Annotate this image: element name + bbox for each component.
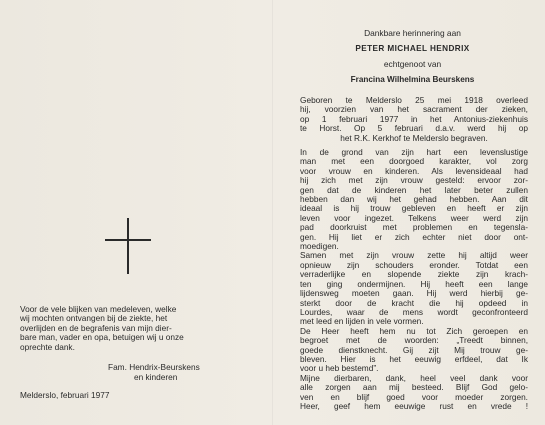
- text-line: gen dat de kinderen het later beter zullen: [300, 184, 528, 195]
- message-line: Voor de vele blijken van medeleven, welke: [20, 304, 177, 314]
- text-line: Mijne dierbaren, dank, heel veel dank voor: [300, 372, 528, 383]
- text-line: gen. Hij liet er zich echter niet door ont-: [300, 231, 528, 242]
- cross-vertical-bar: [127, 218, 129, 274]
- bio-line: op 1 februari 1977 in het Antonius-ziekenhuis: [300, 113, 528, 124]
- card-fold: [272, 0, 273, 425]
- text-line: bleven. Hier is het eeuwig erfdeel, dat Ik: [300, 353, 528, 364]
- memorial-text: [300, 148, 528, 411]
- text-line: lijdensweg moeten gaan. Hij werd hierbij ge-: [300, 288, 528, 299]
- bio-line: hij, voorzien van het sacrament der zieken,: [300, 104, 528, 115]
- text-line: man met een doorgoed karakter, vol zorg: [300, 156, 528, 167]
- deceased-name: PETER MICHAEL HENDRIX: [355, 44, 470, 53]
- text-line: met leed en lijden in vele vormen.: [300, 316, 424, 327]
- text-line: ideaal is hij trouw gebleven en heeft er zijn: [300, 203, 528, 214]
- text-line: pad doorkruist met problemen en tegensla-: [300, 222, 528, 233]
- signature-line-family: Fam. Hendrix-Beurskens: [108, 362, 200, 372]
- text-line: voor u heb bestemd”.: [300, 363, 379, 374]
- signature-line-children: en kinderen: [134, 372, 178, 383]
- text-line: In de grond van zijn hart een levenslustige: [300, 147, 528, 157]
- message-line: wij mochten ontvangen bij de ziekte, het: [20, 313, 168, 324]
- text-line: moedigen.: [300, 241, 339, 252]
- text-line: sterkt door de kracht die hij opdeed in: [300, 297, 528, 308]
- text-line: hij zich met zijn vrouw gesteld: ervoor zor-: [300, 175, 528, 186]
- message-line: overlijden en de begrafenis van mijn dier-: [20, 322, 172, 333]
- text-line: De Heer heeft hem nu tot Zich geroepen en: [300, 325, 528, 336]
- bio-line: het R.K. Kerkhof te Melderslo begraven.: [340, 132, 488, 143]
- text-line: verraderlijke en slopende ziekte zijn krach-: [300, 269, 528, 280]
- bio-line: te Horst. Op 5 februari d.a.v. werd hij op: [300, 123, 528, 134]
- text-line: goede dienstknecht. Gij zijt Mij trouw ge-: [300, 344, 528, 355]
- message-line: oprechte dank.: [20, 341, 75, 352]
- spouse-intro: echtgenoot van: [383, 59, 442, 69]
- intro-heading: Dankbare herinnering aan: [364, 28, 461, 38]
- cross-icon: [105, 218, 151, 274]
- text-line: alle zorgen aan mij besteed. Blijf God gelo-: [300, 382, 528, 393]
- text-line: leven voor ingezet. Telkens weer werd zijn: [300, 212, 528, 223]
- thank-you-message: [20, 305, 268, 352]
- family-signature: [108, 362, 200, 383]
- text-line: Samen met zijn vrouw zette hij altijd weer: [300, 250, 528, 261]
- bio-line: Geboren te Melderslo 25 mei 1918 overleed: [300, 95, 528, 105]
- message-line: bare man, vader en opa, betuigen wij u onze: [20, 332, 184, 343]
- text-line: ten ging ondermijnen. Hij heeft een lange: [300, 278, 528, 289]
- text-line: ven en blijf goed voor moeder zorgen.: [300, 391, 528, 402]
- text-line: Heer, geef hem eeuwige rust en vrede !: [300, 400, 528, 411]
- text-line: begroet met de woorden: „Treedt binnen,: [300, 335, 528, 346]
- text-line: voor vrouw en kinderen. Als levensideaal had: [300, 165, 528, 176]
- text-line: opnieuw zijn schouders eronder. Totdat een: [300, 259, 528, 270]
- text-line: hebben dan wij het gehad hebben. Aan dit: [300, 194, 528, 205]
- cross-horizontal-bar: [105, 239, 151, 241]
- spouse-name: Francina Wilhelmina Beurskens: [350, 75, 475, 84]
- text-line: Lourdes, waar de mens wordt geconfronteerd: [300, 306, 528, 317]
- biography-paragraph: [300, 96, 528, 143]
- place-and-date: Melderslo, februari 1977: [20, 390, 110, 400]
